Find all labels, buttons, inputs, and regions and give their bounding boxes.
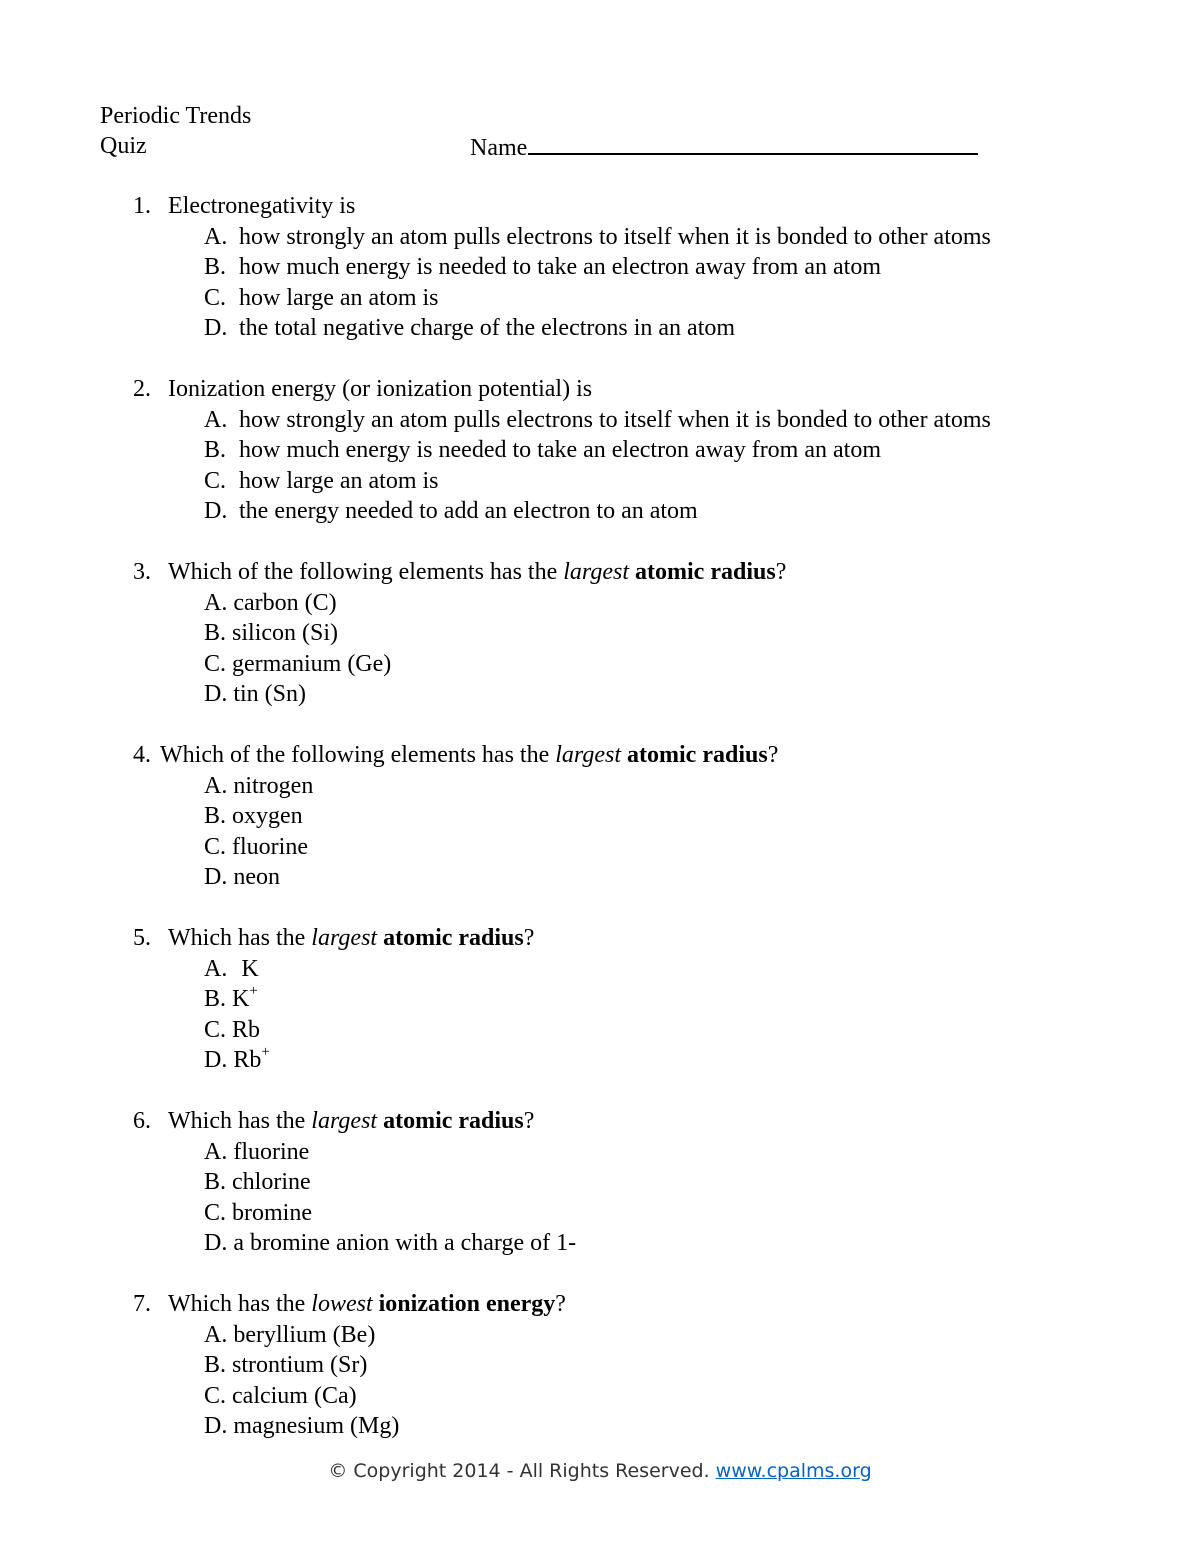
option-letter: B.	[204, 620, 227, 646]
document-subtitle: Quiz	[100, 133, 147, 159]
option-text: K	[232, 986, 250, 1012]
option-text: chlorine	[232, 1169, 311, 1195]
question-text	[168, 923, 534, 954]
option-text: silicon (Si)	[232, 620, 339, 646]
question-2	[0, 374, 1200, 527]
question-stem	[0, 740, 1200, 771]
option-text: oxygen	[232, 803, 303, 829]
cpalms-link[interactable]: www.cpalms.org	[715, 1460, 872, 1482]
charge-superscript: +	[249, 983, 258, 999]
option-text: carbon (C)	[233, 589, 337, 616]
option-letter: C.	[204, 1199, 227, 1226]
question-stem	[0, 1289, 1200, 1320]
option-text: a bromine anion with a charge of 1-	[233, 1230, 577, 1256]
option-letter: D.	[204, 1230, 228, 1256]
option-text: fluorine	[233, 1138, 310, 1165]
option-c[interactable]	[0, 466, 1200, 497]
option-text: how strongly an atom pulls electrons to itself when it is bonded to other atoms	[239, 223, 991, 250]
option-b[interactable]	[0, 1167, 1200, 1198]
option-letter: A.	[204, 772, 228, 799]
question-1	[0, 191, 1200, 344]
option-text: germanium (Ge)	[232, 650, 392, 677]
option-letter: D.	[204, 498, 228, 524]
option-b[interactable]	[0, 984, 1200, 1015]
option-letter: B.	[204, 1169, 227, 1195]
option-text: fluorine	[232, 833, 308, 860]
option-letter: B.	[204, 986, 227, 1012]
question-stem	[0, 191, 1200, 222]
question-text	[168, 1289, 566, 1320]
option-text: neon	[233, 864, 280, 890]
stem-bold: atomic radius	[627, 742, 768, 768]
option-letter: A.	[204, 223, 228, 250]
question-4	[0, 740, 1200, 893]
question-number: 5.	[133, 925, 151, 951]
option-c[interactable]	[0, 1381, 1200, 1412]
document-title: Periodic Trends	[100, 103, 252, 129]
option-letter: D.	[204, 1413, 228, 1439]
option-c[interactable]	[0, 1015, 1200, 1046]
question-stem	[0, 557, 1200, 588]
option-d[interactable]	[0, 1228, 1200, 1259]
option-text: strontium (Sr)	[232, 1352, 368, 1378]
option-letter: D.	[204, 315, 228, 341]
option-letter: D.	[204, 1047, 228, 1073]
stem-suffix: ?	[775, 559, 787, 585]
option-letter: C.	[204, 833, 227, 860]
stem-bold: atomic radius	[383, 925, 524, 951]
option-letter: B.	[204, 437, 227, 463]
question-number: 4.	[133, 742, 151, 768]
option-letter: A.	[204, 406, 228, 433]
question-3	[0, 557, 1200, 710]
option-b[interactable]	[0, 1350, 1200, 1381]
option-a[interactable]	[0, 588, 1200, 619]
option-letter: B.	[204, 803, 227, 829]
option-letter: D.	[204, 864, 228, 890]
name-field[interactable]	[470, 131, 978, 163]
stem-suffix: ?	[523, 925, 535, 951]
option-letter: C.	[204, 650, 227, 677]
stem-prefix: Which has the	[168, 1291, 312, 1317]
stem-prefix: Which has the	[168, 925, 312, 951]
option-c[interactable]	[0, 283, 1200, 314]
option-text: beryllium (Be)	[233, 1321, 376, 1348]
option-d[interactable]	[0, 1045, 1200, 1076]
stem-emphasis: lowest	[311, 1291, 373, 1317]
stem-emphasis: largest	[311, 925, 378, 951]
page-footer	[0, 1458, 1200, 1484]
name-label: Name	[470, 135, 528, 161]
stem-prefix: Which of the following elements has the	[160, 742, 556, 768]
option-a[interactable]	[0, 1137, 1200, 1168]
option-letter: D.	[204, 681, 228, 707]
option-text: the total negative charge of the electrons in an atom	[239, 315, 736, 341]
option-a[interactable]	[0, 222, 1200, 253]
stem-bold: atomic radius	[383, 1108, 524, 1134]
question-stem	[0, 923, 1200, 954]
stem-suffix: ?	[767, 742, 779, 768]
question-5	[0, 923, 1200, 1076]
question-text	[168, 1106, 534, 1137]
option-text: how much energy is needed to take an electron away from an atom	[239, 254, 881, 280]
question-stem	[0, 374, 1200, 405]
stem-suffix: ?	[555, 1291, 566, 1317]
option-text: magnesium (Mg)	[233, 1413, 400, 1439]
question-number: 1.	[133, 193, 151, 219]
option-d[interactable]	[0, 679, 1200, 710]
option-d[interactable]	[0, 313, 1200, 344]
name-blank-line[interactable]	[528, 131, 978, 155]
option-d[interactable]	[0, 1411, 1200, 1442]
option-text: Rb	[233, 1047, 262, 1073]
stem-prefix: Which has the	[168, 1108, 312, 1134]
stem-emphasis: largest	[311, 1108, 378, 1134]
option-a[interactable]	[0, 405, 1200, 436]
option-text: Rb	[232, 1016, 261, 1043]
option-d[interactable]	[0, 862, 1200, 893]
copyright-text: © Copyright 2014 - All Rights Reserved.	[328, 1460, 716, 1482]
question-text	[168, 557, 786, 588]
option-letter: B.	[204, 1352, 227, 1378]
question-number: 2.	[133, 376, 151, 402]
option-text: nitrogen	[233, 772, 314, 799]
question-number: 6.	[133, 1108, 151, 1134]
option-text: how much energy is needed to take an electron away from an atom	[239, 437, 881, 463]
option-text: bromine	[232, 1199, 312, 1226]
option-text: how large an atom is	[239, 284, 439, 311]
option-text: how large an atom is	[239, 467, 439, 494]
question-text	[160, 740, 778, 771]
option-letter: A.	[204, 955, 228, 982]
option-a[interactable]	[0, 1320, 1200, 1351]
question-number: 7.	[133, 1291, 151, 1317]
option-b[interactable]	[0, 618, 1200, 649]
question-number: 3.	[133, 559, 151, 585]
option-text: calcium (Ca)	[232, 1382, 357, 1409]
option-c[interactable]	[0, 832, 1200, 863]
option-text: the energy needed to add an electron to an atom	[239, 498, 698, 524]
question-list	[0, 191, 1200, 1472]
option-b[interactable]	[0, 252, 1200, 283]
option-letter: C.	[204, 467, 227, 494]
option-a[interactable]	[0, 771, 1200, 802]
question-stem	[0, 1106, 1200, 1137]
option-a[interactable]	[0, 954, 1200, 985]
option-letter: C.	[204, 284, 227, 311]
option-letter: C.	[204, 1016, 227, 1043]
option-c[interactable]	[0, 649, 1200, 680]
option-letter: C.	[204, 1382, 227, 1409]
question-text: Ionization energy (or ionization potential) is	[168, 376, 593, 402]
option-letter: A.	[204, 1138, 228, 1165]
stem-emphasis: largest	[563, 559, 630, 585]
question-text: Electronegativity is	[168, 193, 356, 219]
stem-bold: ionization energy	[378, 1291, 556, 1317]
option-letter: B.	[204, 254, 227, 280]
option-text: how strongly an atom pulls electrons to itself when it is bonded to other atoms	[239, 406, 991, 433]
option-b[interactable]	[0, 435, 1200, 466]
option-text: K	[241, 955, 259, 982]
stem-suffix: ?	[523, 1108, 535, 1134]
stem-bold: atomic radius	[635, 559, 776, 585]
option-letter: A.	[204, 1321, 228, 1348]
option-d[interactable]	[0, 496, 1200, 527]
charge-superscript: +	[261, 1044, 270, 1060]
option-text: tin (Sn)	[233, 681, 307, 707]
question-7	[0, 1289, 1200, 1442]
option-b[interactable]	[0, 801, 1200, 832]
question-6	[0, 1106, 1200, 1259]
option-letter: A.	[204, 589, 228, 616]
stem-emphasis: largest	[555, 742, 622, 768]
stem-prefix: Which of the following elements has the	[168, 559, 564, 585]
option-c[interactable]	[0, 1198, 1200, 1229]
